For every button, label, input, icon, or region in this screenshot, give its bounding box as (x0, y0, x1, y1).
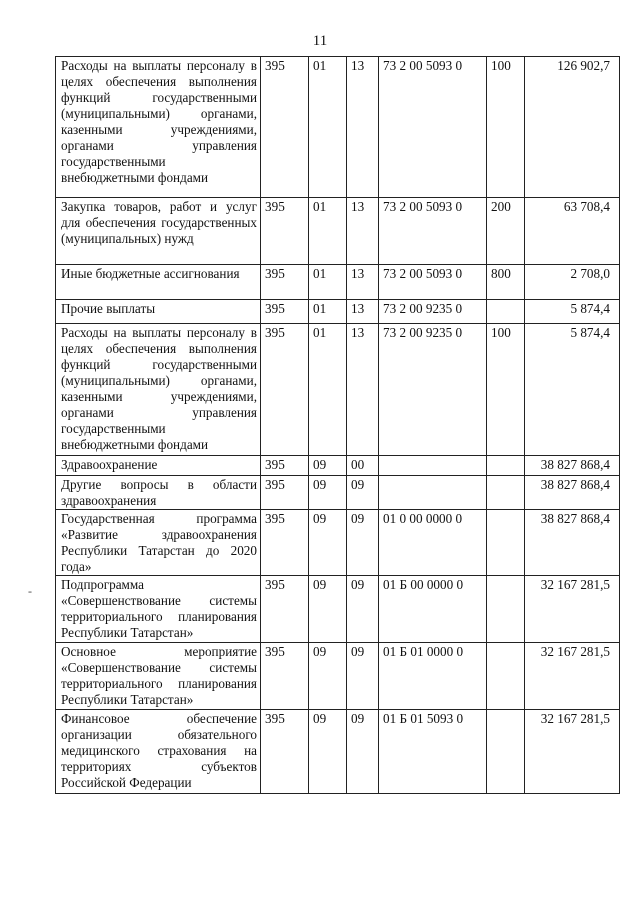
row-name: Расходы на выплаты персоналу в целях обеспечения выполнения функций государственными (муниципальными) органами, казенными учреждениями, органами управления государственными внебюджетными фондами (56, 324, 261, 456)
row-target-code: 01 Б 01 0000 0 (379, 643, 487, 710)
row-target-code (379, 456, 487, 476)
row-amount: 38 827 868,4 (525, 510, 620, 576)
table-row (56, 198, 620, 265)
row-name: Расходы на выплаты персоналу в целях обеспечения выполнения функций государственными (муниципальными) органами, казенными учреждениями, органами управления государственными внебюджетными фондами (56, 57, 261, 198)
row-amount: 126 902,7 (525, 57, 620, 198)
row-subsection-code: 09 (347, 476, 379, 510)
row-target-code (379, 476, 487, 510)
row-target-code: 73 2 00 5093 0 (379, 57, 487, 198)
table-row (56, 57, 620, 198)
row-section-code: 09 (309, 576, 347, 643)
row-ministry-code: 395 (261, 576, 309, 643)
row-name: Подпрограмма «Совершенствование системы территориального планирования Республики Татарстан» (56, 576, 261, 643)
row-target-code: 01 Б 00 0000 0 (379, 576, 487, 643)
row-subsection-code: 13 (347, 265, 379, 300)
row-name: Государственная программа «Развитие здравоохранения Республики Татарстан до 2020 года» (56, 510, 261, 576)
row-expense-type-code (487, 456, 525, 476)
row-expense-type-code (487, 510, 525, 576)
table-body (56, 57, 620, 794)
row-ministry-code: 395 (261, 476, 309, 510)
row-amount: 32 167 281,5 (525, 643, 620, 710)
row-ministry-code: 395 (261, 324, 309, 456)
margin-mark: - (28, 584, 32, 598)
row-expense-type-code (487, 643, 525, 710)
row-subsection-code: 09 (347, 643, 379, 710)
row-expense-type-code: 100 (487, 57, 525, 198)
row-expense-type-code: 200 (487, 198, 525, 265)
table-row (56, 510, 620, 576)
row-section-code: 01 (309, 57, 347, 198)
row-section-code: 01 (309, 324, 347, 456)
row-amount: 38 827 868,4 (525, 476, 620, 510)
row-name: Иные бюджетные ассигнования (56, 265, 261, 300)
row-subsection-code: 13 (347, 57, 379, 198)
row-section-code: 09 (309, 510, 347, 576)
row-target-code: 73 2 00 5093 0 (379, 265, 487, 300)
row-section-code: 09 (309, 643, 347, 710)
row-ministry-code: 395 (261, 710, 309, 794)
row-subsection-code: 13 (347, 300, 379, 324)
row-name: Прочие выплаты (56, 300, 261, 324)
page-number: 11 (312, 33, 328, 49)
row-amount: 5 874,4 (525, 324, 620, 456)
row-ministry-code: 395 (261, 198, 309, 265)
table-row (56, 265, 620, 300)
row-target-code: 73 2 00 9235 0 (379, 324, 487, 456)
row-ministry-code: 395 (261, 300, 309, 324)
row-amount: 2 708,0 (525, 265, 620, 300)
row-expense-type-code (487, 476, 525, 510)
row-target-code: 01 0 00 0000 0 (379, 510, 487, 576)
table-row (56, 324, 620, 456)
row-subsection-code: 13 (347, 198, 379, 265)
row-subsection-code: 09 (347, 710, 379, 794)
row-name: Другие вопросы в области здравоохранения (56, 476, 261, 510)
table-row (56, 476, 620, 510)
row-target-code: 01 Б 01 5093 0 (379, 710, 487, 794)
row-name: Здравоохранение (56, 456, 261, 476)
row-expense-type-code: 800 (487, 265, 525, 300)
row-ministry-code: 395 (261, 57, 309, 198)
table-row (56, 576, 620, 643)
row-subsection-code: 09 (347, 510, 379, 576)
row-amount: 32 167 281,5 (525, 576, 620, 643)
table-row (56, 643, 620, 710)
row-subsection-code: 09 (347, 576, 379, 643)
row-section-code: 01 (309, 265, 347, 300)
row-amount: 32 167 281,5 (525, 710, 620, 794)
row-expense-type-code (487, 576, 525, 643)
row-subsection-code: 00 (347, 456, 379, 476)
row-section-code: 09 (309, 476, 347, 510)
row-name: Основное мероприятие «Совершенствование системы территориального планирования Республики Татарстан» (56, 643, 261, 710)
row-expense-type-code (487, 300, 525, 324)
row-expense-type-code (487, 710, 525, 794)
row-section-code: 01 (309, 300, 347, 324)
row-ministry-code: 395 (261, 265, 309, 300)
row-target-code: 73 2 00 5093 0 (379, 198, 487, 265)
row-amount: 5 874,4 (525, 300, 620, 324)
row-section-code: 09 (309, 710, 347, 794)
row-name: Финансовое обеспечение организации обязательного медицинского страхования на территориях субъектов Российской Федерации (56, 710, 261, 794)
row-target-code: 73 2 00 9235 0 (379, 300, 487, 324)
row-ministry-code: 395 (261, 456, 309, 476)
row-amount: 38 827 868,4 (525, 456, 620, 476)
row-section-code: 01 (309, 198, 347, 265)
row-section-code: 09 (309, 456, 347, 476)
row-ministry-code: 395 (261, 643, 309, 710)
row-subsection-code: 13 (347, 324, 379, 456)
table-row (56, 710, 620, 794)
budget-table (55, 56, 620, 794)
row-name: Закупка товаров, работ и услуг для обеспечения государственных (муниципальных) нужд (56, 198, 261, 265)
table-row (56, 300, 620, 324)
table-row (56, 456, 620, 476)
row-ministry-code: 395 (261, 510, 309, 576)
row-amount: 63 708,4 (525, 198, 620, 265)
row-expense-type-code: 100 (487, 324, 525, 456)
